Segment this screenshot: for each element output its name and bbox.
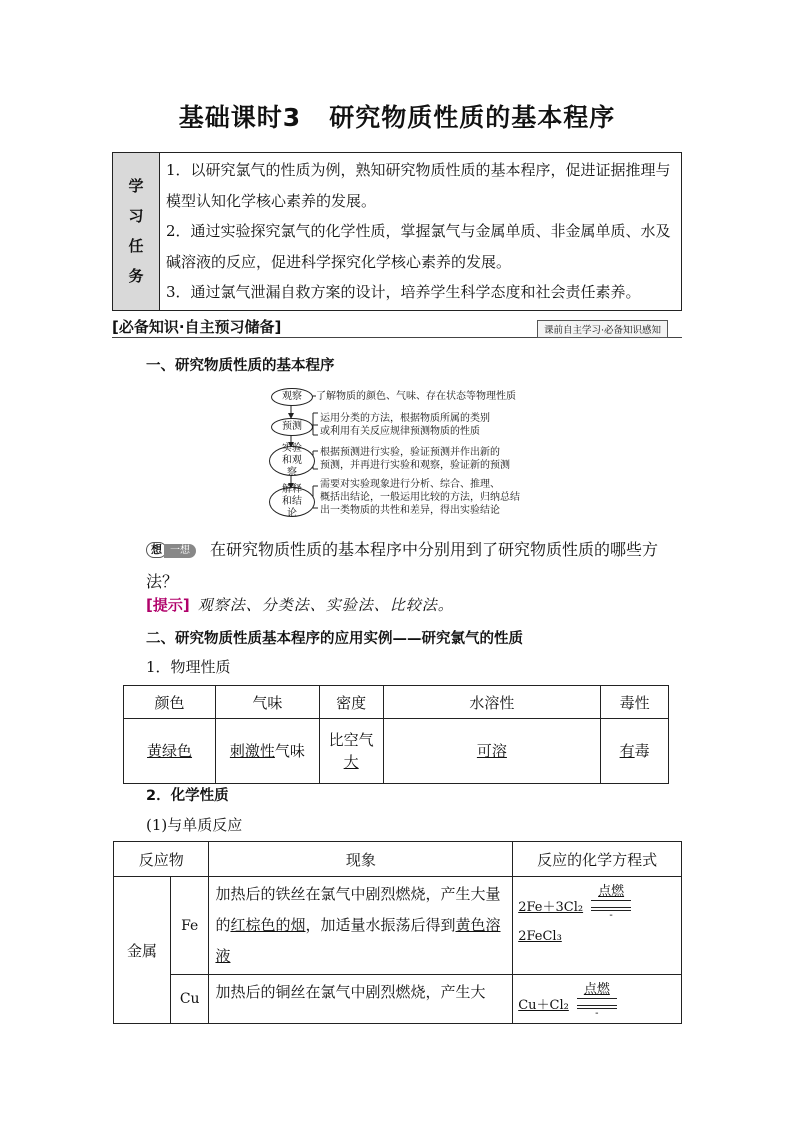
heading-chlorine-properties: 二、研究物质性质基本程序的应用实例——研究氯气的性质 (146, 631, 523, 647)
think-question-text: 在研究物质性质的基本程序中分别用到了研究物质性质的哪些方法？ (146, 540, 659, 591)
heading-basic-procedure: 一、研究物质性质的基本程序 (146, 358, 335, 374)
heading-element-reactions: (1)与单质反应 (146, 816, 243, 834)
table-row (114, 975, 682, 1024)
cell-toxicity: 有毒 (601, 719, 669, 784)
flow-step-experiment: 实验和观察 (269, 446, 315, 476)
heading-chemical-properties: 2．化学性质 (146, 788, 229, 804)
physical-properties-table (123, 685, 669, 784)
learning-tasks-label: 学 习 任 务 (113, 153, 160, 311)
reaction-condition: 点燃 - (591, 885, 631, 921)
table-row (124, 719, 669, 784)
flow-desc-observe: 了解物质的颜色、气味、存在状态等物理性质 (316, 391, 516, 402)
cell-phenomenon: 加热后的铜丝在氯气中剧烈燃烧，产生大 (209, 975, 513, 1024)
chemical-properties-table (113, 841, 682, 1024)
reaction-condition: 点燃 - (577, 983, 617, 1019)
hint (146, 594, 454, 615)
page-title (0, 98, 794, 134)
task-item: 2．通过实验探究氯气的化学性质，掌握氯气与金属单质、非金属单质、水及碱溶液的反应，促进科学探究化学核心素养的发展。 (166, 222, 671, 271)
flow-desc-predict: 运用分类的方法，根据物质所属的类别 或利用有关反应规律预测物质的性质 (320, 413, 490, 437)
flow-step-conclusion: 解释和结论 (269, 487, 315, 517)
hint-answer: 观察法、分类法、实验法、比较法。 (197, 596, 454, 614)
table-header: 毒性 (601, 686, 669, 719)
table-header: 反应的化学方程式 (513, 842, 682, 877)
learning-tasks-table (112, 152, 682, 311)
cell-density: 比空气 大 (319, 719, 383, 784)
learning-tasks-content (160, 153, 682, 311)
flow-desc-conclusion: 需要对实验现象进行分析、综合、推理、 概括出结论，一般运用比较的方法，归纳总结 出一类物质的共性和差异，得出实验结论 (320, 479, 520, 516)
flow-step-observe: 观察 (271, 388, 313, 406)
task-item: 1．以研究氯气的性质为例，熟知研究物质性质的基本程序，促进证据推理与模型认知化学核心素养的发展。 (166, 161, 671, 210)
table-header: 气味 (216, 686, 320, 719)
cell-odor: 刺激性气味 (216, 719, 320, 784)
cell-solubility: 可溶 (383, 719, 601, 784)
table-header: 现象 (209, 842, 513, 877)
heading-physical-properties: 1．物理性质 (146, 658, 231, 676)
cell-equation: 2Fe＋3Cl₂ 点燃 - 2FeCl₃ (513, 877, 682, 975)
section-tag: 课前自主学习·必备知识感知 (537, 320, 668, 338)
cell-color: 黄绿色 (124, 719, 216, 784)
table-header: 反应物 (114, 842, 209, 877)
cell-phenomenon: 加热后的铁丝在氯气中剧烈燃烧，产生大量的红棕色的烟，加适量水振荡后得到黄色溶液 (209, 877, 513, 975)
title-lesson: 基础课时3 (178, 103, 302, 132)
task-item: 3．通过氯气泄漏自救方案的设计，培养学生科学态度和社会责任素养。 (166, 283, 641, 301)
hint-label: [提示] (146, 596, 190, 614)
cell-element: Fe (170, 877, 209, 975)
cell-category: 金属 (114, 877, 171, 1024)
table-header: 颜色 (124, 686, 216, 719)
table-header: 密度 (319, 686, 383, 719)
think-badge: 想 一想 (146, 532, 196, 548)
think-question (146, 532, 686, 598)
procedure-flowchart (258, 383, 578, 523)
section-title: [必备知识·自主预习储备] (112, 318, 282, 336)
cell-equation: Cu＋Cl₂ 点燃 - (513, 975, 682, 1024)
flow-desc-experiment: 根据预测进行实验，验证预测并作出新的 预测，并再进行实验和观察，验证新的预测 (320, 447, 510, 471)
cell-element: Cu (170, 975, 209, 1024)
table-row (114, 877, 682, 975)
section-header (112, 315, 682, 338)
table-header: 水溶性 (383, 686, 601, 719)
title-topic: 研究物质性质的基本程序 (329, 103, 616, 132)
flow-step-predict: 预测 (271, 418, 313, 436)
